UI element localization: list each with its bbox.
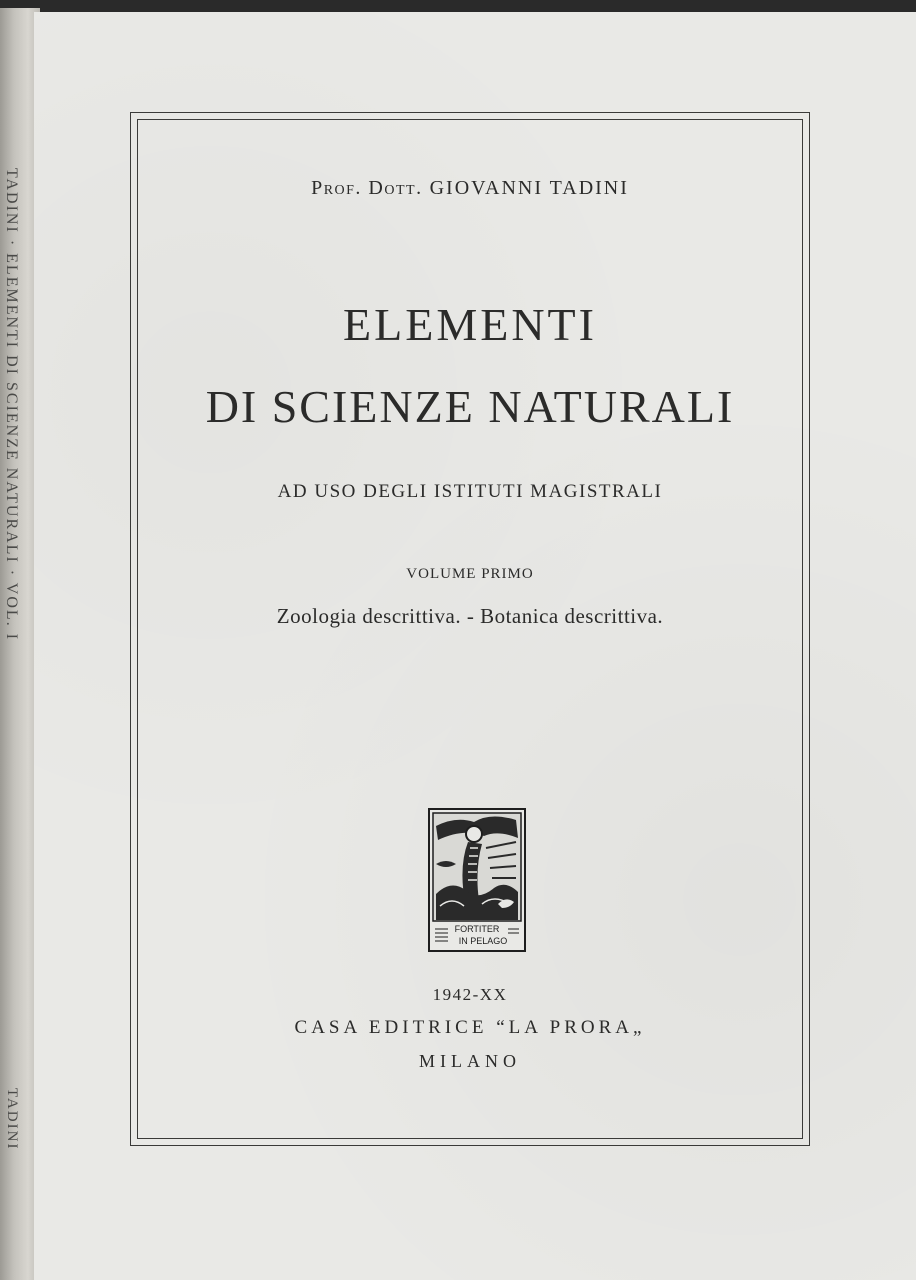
title-line-2: DI SCIENZE NATURALI xyxy=(205,381,735,432)
author-line xyxy=(130,177,810,200)
spine-author: TADINI xyxy=(4,1088,20,1151)
author-prefix: Prof. Dott. xyxy=(311,177,423,199)
publisher-name: CASA EDITRICE “LA PRORA„ xyxy=(294,1017,646,1038)
publisher-emblem xyxy=(428,808,526,952)
contents-line: Zoologia descrittiva. - Botanica descrittiva. xyxy=(276,604,664,628)
motto-line-1: FORTITER xyxy=(454,924,500,934)
title-line-1: ELEMENTI xyxy=(343,299,597,350)
volume-label: VOLUME PRIMO xyxy=(406,566,534,582)
publication-city: MILANO xyxy=(419,1051,521,1071)
motto-line-2: IN PELAGO xyxy=(458,936,508,946)
subtitle: AD USO DEGLI ISTITUTI MAGISTRALI xyxy=(277,481,663,502)
spine-title: TADINI · ELEMENTI DI SCIENZE NATURALI · VOL. I xyxy=(3,168,20,642)
author-name: GIOVANNI TADINI xyxy=(429,177,629,199)
publication-year: 1942-XX xyxy=(432,985,508,1004)
